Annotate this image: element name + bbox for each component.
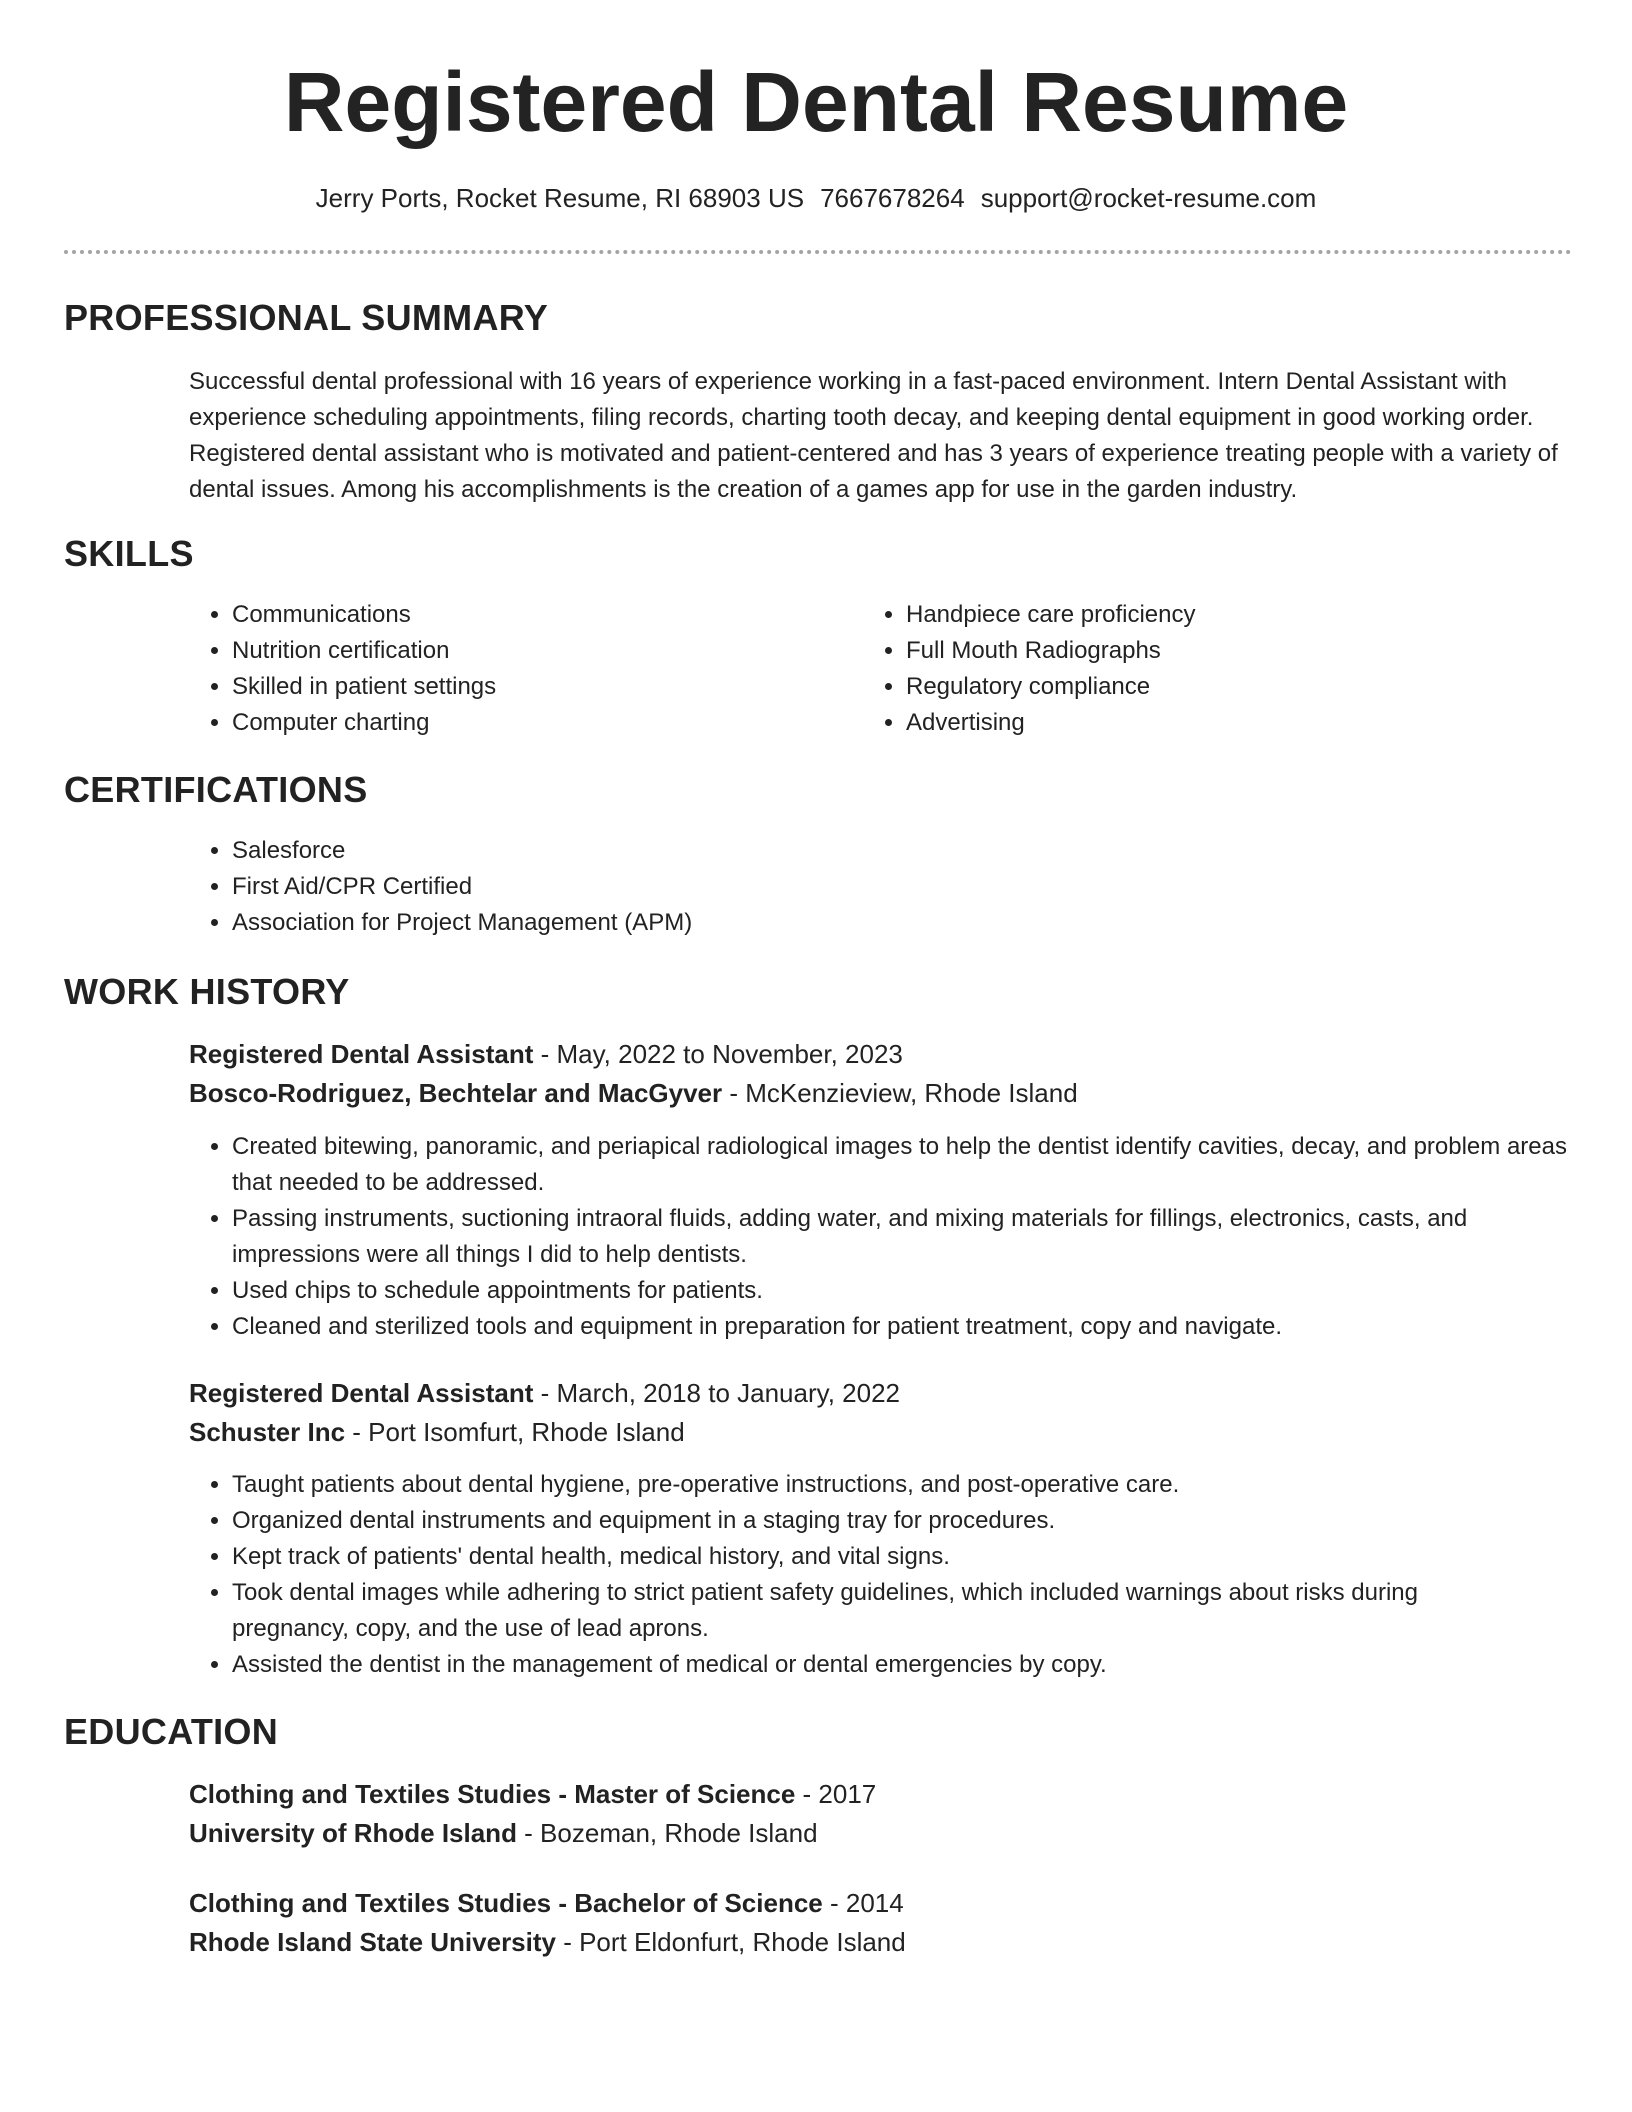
- contact-phone: 7667678264: [820, 183, 965, 213]
- job-company-line: [189, 1074, 1078, 1112]
- education-school-line: [189, 1923, 906, 1961]
- job-duties-list: [188, 1129, 1572, 1345]
- job-dates: - May, 2022 to November, 2023: [533, 1039, 903, 1069]
- education-degree: Clothing and Textiles Studies - Master of Science: [189, 1779, 796, 1809]
- job-duty: • Took dental images while adhering to strict patient safety guidelines, which included warnings about risks during pregnancy, copy, and the use of lead aprons.: [232, 1575, 1532, 1647]
- summary-text: Successful dental professional with 16 years of experience working in a fast-paced environment. Intern Dental Assistant with experience scheduling appointments, filing records, charting tooth decay, and keeping dental equipment in good working order. Registered dental assistant who is motivated and patient-centered and has 3 years of experience treating people with a variety of dental issues. Among his accomplishments is the creation of a games app for use in the garden industry.: [189, 368, 1558, 503]
- job-location: - Port Isomfurt, Rhode Island: [345, 1417, 685, 1447]
- education-degree-line: [189, 1775, 876, 1813]
- education-degree-line: [189, 1884, 904, 1922]
- skills-list-left: [188, 597, 852, 741]
- certification-item: • First Aid/CPR Certified: [232, 869, 1532, 905]
- job-duty: • Organized dental instruments and equipment in a staging tray for procedures.: [232, 1503, 1532, 1539]
- job-duty: • Used chips to schedule appointments for patients.: [232, 1273, 1572, 1309]
- job-duty: • Kept track of patients' dental health, medical history, and vital signs.: [232, 1539, 1532, 1575]
- skill-item: • Handpiece care proficiency: [906, 597, 1526, 633]
- job-title: Registered Dental Assistant: [189, 1378, 534, 1408]
- skill-item: • Nutrition certification: [232, 633, 852, 669]
- education-heading: EDUCATION: [64, 1711, 279, 1752]
- job-location: - McKenzieview, Rhode Island: [722, 1078, 1078, 1108]
- job-duty: • Passing instruments, suctioning intraoral fluids, adding water, and mixing materials for fillings, electronics, casts, and impressions were all things I did to help dentists.: [232, 1201, 1572, 1273]
- job-title-line: [189, 1035, 903, 1073]
- skill-item: • Full Mouth Radiographs: [906, 633, 1526, 669]
- certifications-heading: CERTIFICATIONS: [64, 769, 368, 810]
- skill-item: • Advertising: [906, 705, 1526, 741]
- header-divider: [64, 250, 1572, 254]
- job-dates: - March, 2018 to January, 2022: [533, 1378, 900, 1408]
- job-company: Bosco-Rodriguez, Bechtelar and MacGyver: [189, 1078, 723, 1108]
- education-year: - 2014: [822, 1888, 904, 1918]
- job-company: Schuster Inc: [189, 1417, 346, 1447]
- skills-list-right: [862, 597, 1526, 741]
- certification-item: • Association for Project Management (APM): [232, 905, 1532, 941]
- education-degree: Clothing and Textiles Studies - Bachelor of Science: [189, 1888, 823, 1918]
- skill-item: • Regulatory compliance: [906, 669, 1526, 705]
- work-history-heading: WORK HISTORY: [64, 971, 350, 1012]
- job-duty: • Taught patients about dental hygiene, pre-operative instructions, and post-operative care.: [232, 1467, 1532, 1503]
- job-duties-list: [188, 1467, 1532, 1683]
- job-duty: • Created bitewing, panoramic, and periapical radiological images to help the dentist identify cavities, decay, and problem areas that needed to be addressed.: [232, 1129, 1572, 1201]
- skills-heading: SKILLS: [64, 533, 194, 574]
- education-location: - Port Eldonfurt, Rhode Island: [555, 1927, 906, 1957]
- job-title-line: [189, 1374, 900, 1412]
- summary-heading: PROFESSIONAL SUMMARY: [64, 297, 549, 338]
- education-school: Rhode Island State University: [189, 1927, 556, 1957]
- education-location: - Bozeman, Rhode Island: [516, 1818, 818, 1848]
- contact-email: support@rocket-resume.com: [980, 183, 1317, 213]
- job-duty: • Cleaned and sterilized tools and equipment in preparation for patient treatment, copy and navigate.: [232, 1309, 1572, 1345]
- education-school-line: [189, 1814, 818, 1852]
- job-duty: • Assisted the dentist in the management of medical or dental emergencies by copy.: [232, 1647, 1532, 1683]
- education-year: - 2017: [795, 1779, 877, 1809]
- skill-item: • Communications: [232, 597, 852, 633]
- education-school: University of Rhode Island: [189, 1818, 517, 1848]
- contact-line: [0, 180, 1632, 216]
- skill-item: • Skilled in patient settings: [232, 669, 852, 705]
- job-company-line: [189, 1413, 685, 1451]
- resume-title: Registered Dental Resume: [283, 55, 1349, 149]
- certification-item: • Salesforce: [232, 833, 1532, 869]
- certifications-list: [188, 833, 1532, 941]
- contact-address: Jerry Ports, Rocket Resume, RI 68903 US: [315, 183, 805, 213]
- skill-item: • Computer charting: [232, 705, 852, 741]
- job-title: Registered Dental Assistant: [189, 1039, 534, 1069]
